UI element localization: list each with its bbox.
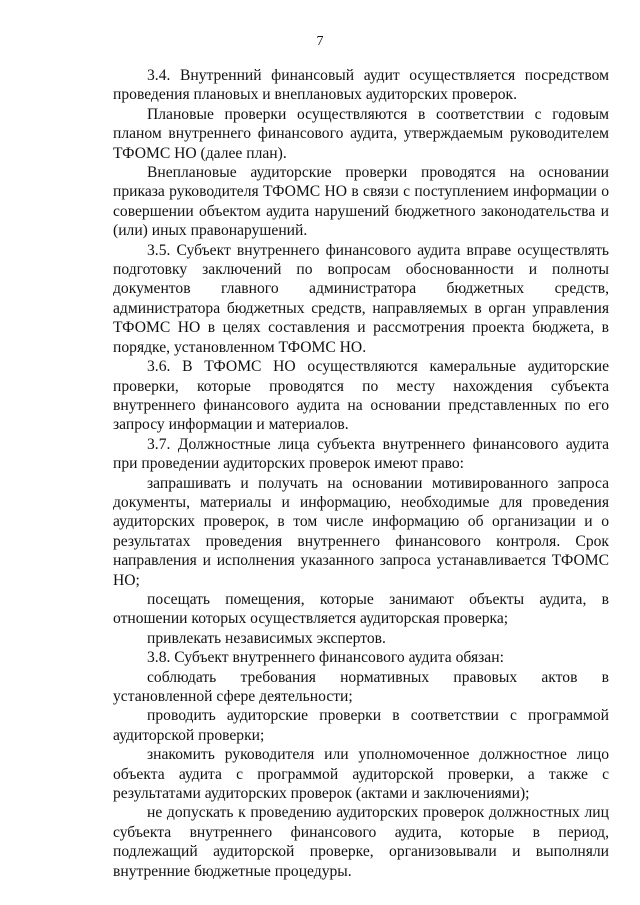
- paragraph-3-6: 3.6. В ТФОМС НО осуществляются камеральные аудиторские проверки, которые проводятся по месту нахождения субъекта внутреннего финансового аудита на основании представленных по его запросу информации и материалов.: [113, 358, 609, 434]
- paragraph-duty-comply: соблюдать требования нормативных правовых актов в установленной сфере деятельности;: [113, 668, 609, 705]
- paragraph-3-5: 3.5. Субъект внутреннего финансового аудита вправе осуществлять подготовку заключений по вопросам обоснованности и полноты документов главного администратора бюджетных средств, администратора бюджетных средств, направляемых в орган управления ТФОМС НО в целях составления и рассмотрения проекта бюджета, в порядке, установленном ТФОМС НО.: [113, 241, 609, 356]
- paragraph-planned-audits: Плановые проверки осуществляются в соответствии с годовым планом внутреннего финансового аудита, утверждаемым руководителем ТФОМС НО (далее план).: [113, 105, 609, 162]
- paragraph-3-7: 3.7. Должностные лица субъекта внутреннего финансового аудита при проведении аудиторских проверок имеют право:: [113, 435, 609, 473]
- paragraph-3-8: 3.8. Субъект внутреннего финансового аудита обязан:: [147, 649, 504, 667]
- paragraph-right-visit-premises: посещать помещения, которые занимают объекты аудита, в отношении которых осуществляется аудиторская проверка;: [113, 590, 609, 628]
- page-number: 7: [316, 34, 324, 49]
- paragraph-duty-conduct: проводить аудиторские проверки в соответствии с программой аудиторской проверки;: [113, 707, 609, 744]
- paragraph-duty-inform: знакомить руководителя или уполномоченное должностное лицо объекта аудита с программой аудиторской проверки, а также с результатами аудиторских проверок (актами и заключениями);: [113, 746, 609, 803]
- paragraph-right-request-info: запрашивать и получать на основании мотивированного запроса документы, материалы и информацию, необходимые для проведения аудиторских проверок, в том числе информацию об организации и о результатах проведения внутреннего финансового контроля. Срок направления и исполнения указанного запроса устанавливается ТФОМС НО;: [113, 474, 609, 589]
- page-body: [113, 66, 609, 881]
- paragraph-duty-exclude: не допускать к проведению аудиторских проверок должностных лиц субъекта внутреннего финансового аудита, которые в период, подлежащий аудиторской проверке, организовывали и выполняли внутренние бюджетные процедуры.: [113, 804, 609, 880]
- paragraph-unplanned-audits: Внеплановые аудиторские проверки проводятся на основании приказа руководителя ТФОМС НО в связи с поступлением информации о совершении объектом аудита нарушений бюджетного законодательства и (или) иных правонарушений.: [113, 164, 609, 240]
- paragraph-3-4: 3.4. Внутренний финансовый аудит осуществляется посредством проведения плановых и внеплановых аудиторских проверок.: [113, 67, 609, 104]
- paragraph-right-experts: привлекать независимых экспертов.: [147, 629, 386, 647]
